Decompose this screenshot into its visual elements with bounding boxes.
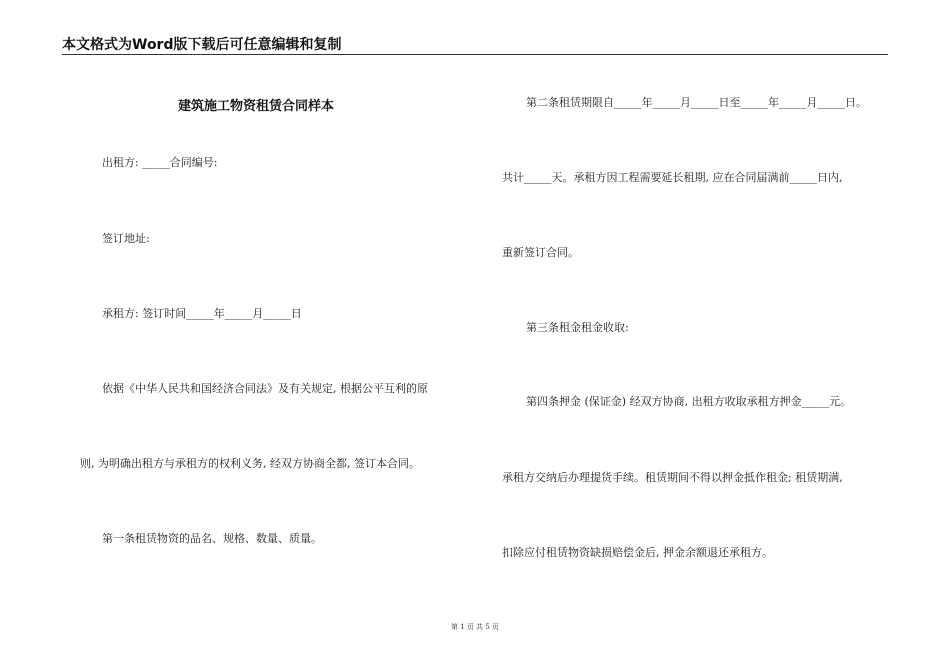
article-4-line: 第四条押金 (保证金) 经双方协商, 出租方收取承租方押金_____元。 xyxy=(526,395,852,408)
article-2-cont-1: 共计_____天。承租方因工程需要延长租期, 应在合同届满前_____日内, xyxy=(502,171,843,184)
article-4-cont-2: 扣除应付租赁物资缺损赔偿金后, 押金余额退还承租方。 xyxy=(502,546,773,559)
basis-line-1: 依据《中华人民共和国经济合同法》及有关规定, 根据公平互利的原 xyxy=(102,382,428,395)
document-title: 建筑施工物资租赁合同样本 xyxy=(178,99,335,114)
page-footer: 第 1 页 共 5 页 xyxy=(450,623,500,631)
lessee-line: 承租方: 签订时间_____年_____月_____日 xyxy=(102,307,302,320)
signing-address-line: 签订地址: xyxy=(102,232,150,245)
article-2-cont-2: 重新签订合同。 xyxy=(502,246,579,259)
header-notice: 本文格式为Word版下载后可任意编辑和复制 xyxy=(62,37,342,53)
lessor-line: 出租方: _____合同编号: xyxy=(102,156,218,169)
article-1-line: 第一条租赁物资的品名、规格、数量、质量。 xyxy=(102,532,322,545)
basis-line-2: 则, 为明确出租方与承租方的权利义务, 经双方协商全都, 签订本合同。 xyxy=(80,457,420,470)
article-4-cont-1: 承租方交纳后办理提货手续。租赁期间不得以押金抵作租金; 租赁期满, xyxy=(502,471,843,484)
page-header xyxy=(62,34,888,55)
article-2-line: 第二条租赁期限自_____年_____月_____日至_____年_____月_____日。 xyxy=(526,96,867,109)
article-3-line: 第三条租金租金收取: xyxy=(526,321,629,334)
